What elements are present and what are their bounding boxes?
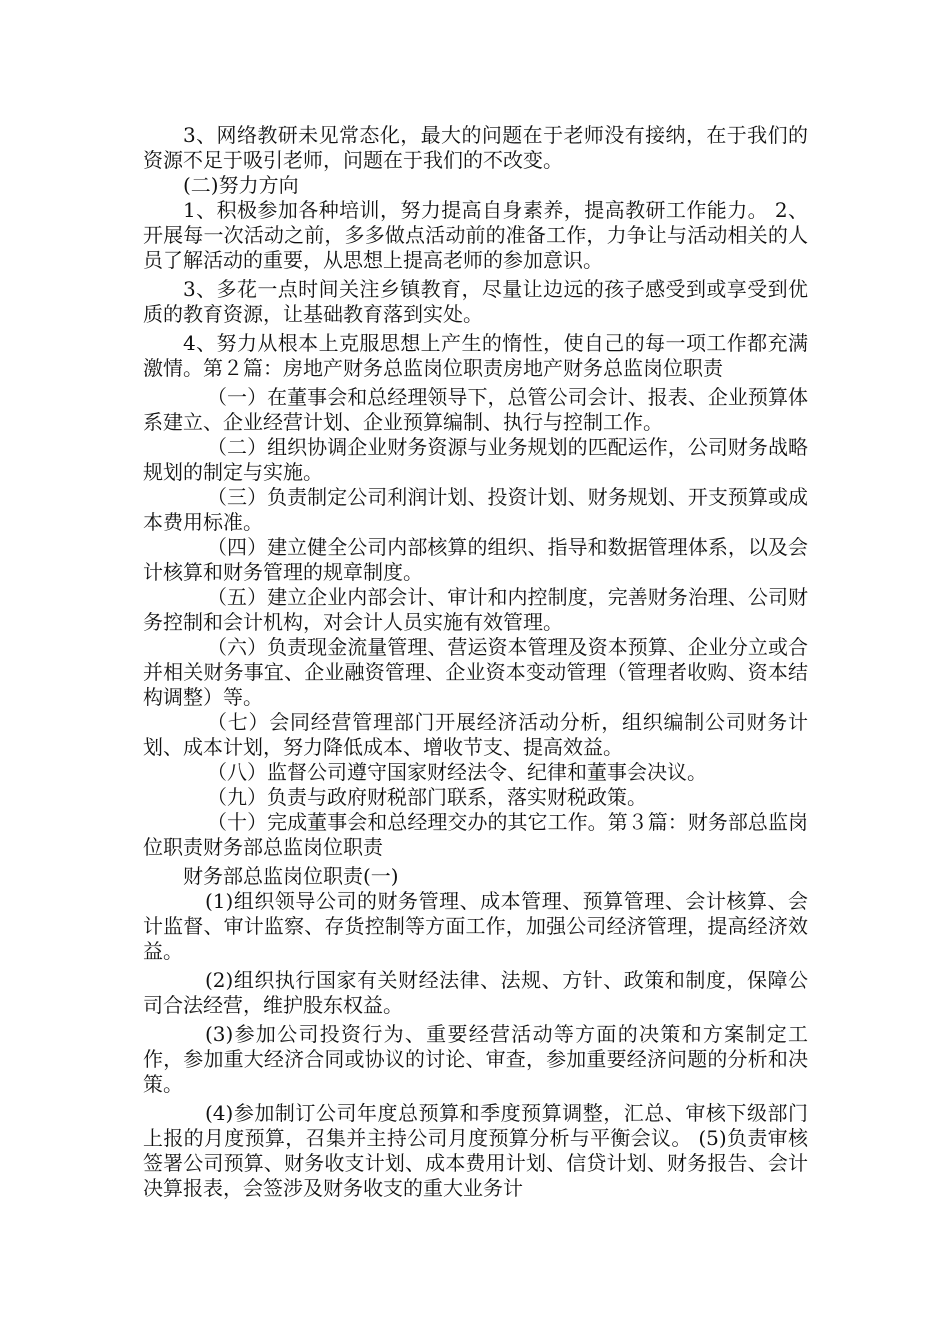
paragraph-3: 3、多花一点时间关注乡镇教育，尽量让边远的孩子感受到或享受到优质的教育资源，让基础教育落到实处。: [143, 277, 808, 326]
document-body: [143, 123, 808, 1201]
cfo-duty-3: (3)参加公司投资行为、重要经营活动等方面的决策和方案制定工作，参加重大经济合同或协议的讨论、审查，参加重要经济问题的分析和决策。: [143, 1022, 808, 1096]
section-heading-direction: (二)努力方向: [183, 173, 299, 197]
paragraph-4: 4、努力从根本上克服思想上产生的惰性，使自己的每一项工作都充满激情。第２篇：房地产财务总监岗位职责房地产财务总监岗位职责: [143, 331, 808, 380]
duty-item-2: （二）组织协调企业财务资源与业务规划的匹配运作，公司财务战略规划的制定与实施。: [143, 435, 808, 484]
duty-item-10: （十）完成董事会和总经理交办的其它工作。第３篇：财务部总监岗位职责财务部总监岗位职责: [143, 810, 808, 859]
duty-item-7: （七）会同经营管理部门开展经济活动分析，组织编制公司财务计划、成本计划，努力降低成本、增收节支、提高效益。: [143, 710, 808, 759]
cfo-duty-4: (4)参加制订公司年度总预算和季度预算调整，汇总、审核下级部门上报的月度预算，召集并主持公司月度预算分析与平衡会议。 (5)负责审核签署公司预算、财务收支计划、成本费用计划、信贷计划、财务报告、会计决算报表，会签涉及财务收支的重大业务计: [143, 1101, 808, 1200]
cfo-duty-1: (1)组织领导公司的财务管理、成本管理、预算管理、会计核算、会计监督、审计监察、存货控制等方面工作，加强公司经济管理，提高经济效益。: [143, 889, 808, 963]
paragraph-2: 1、积极参加各种培训，努力提高自身素养，提高教研工作能力。 2、开展每一次活动之前，多多做点活动前的准备工作，力争让与活动相关的人员了解活动的重要，从思想上提高老师的参加意识。: [143, 198, 808, 272]
duty-item-6: （六）负责现金流量管理、营运资本管理及资本预算、企业分立或合并相关财务事宜、企业融资管理、企业资本变动管理（管理者收购、资本结构调整）等。: [143, 635, 808, 709]
duty-item-8: （八）监督公司遵守国家财经法令、纪律和董事会决议。: [207, 760, 707, 784]
duty-item-9: （九）负责与政府财税部门联系，落实财税政策。: [207, 785, 647, 809]
duty-item-5: （五）建立企业内部会计、审计和内控制度，完善财务治理、公司财务控制和会计机构，对会计人员实施有效管理。: [143, 585, 808, 634]
duty-item-1: （一）在董事会和总经理领导下，总管公司会计、报表、企业预算体系建立、企业经营计划、企业预算编制、执行与控制工作。: [143, 385, 808, 434]
duty-item-3: （三）负责制定公司利润计划、投资计划、财务规划、开支预算或成本费用标准。: [143, 485, 808, 534]
paragraph-1: 3、网络教研未见常态化，最大的问题在于老师没有接纳，在于我们的资源不足于吸引老师，问题在于我们的不改变。: [143, 123, 808, 172]
section-heading-cfo-duties: 财务部总监岗位职责(一): [183, 864, 399, 888]
cfo-duty-2: (2)组织执行国家有关财经法律、法规、方针、政策和制度，保障公司合法经营，维护股东权益。: [143, 968, 808, 1017]
duty-item-4: （四）建立健全公司内部核算的组织、指导和数据管理体系，以及会计核算和财务管理的规章制度。: [143, 535, 808, 584]
